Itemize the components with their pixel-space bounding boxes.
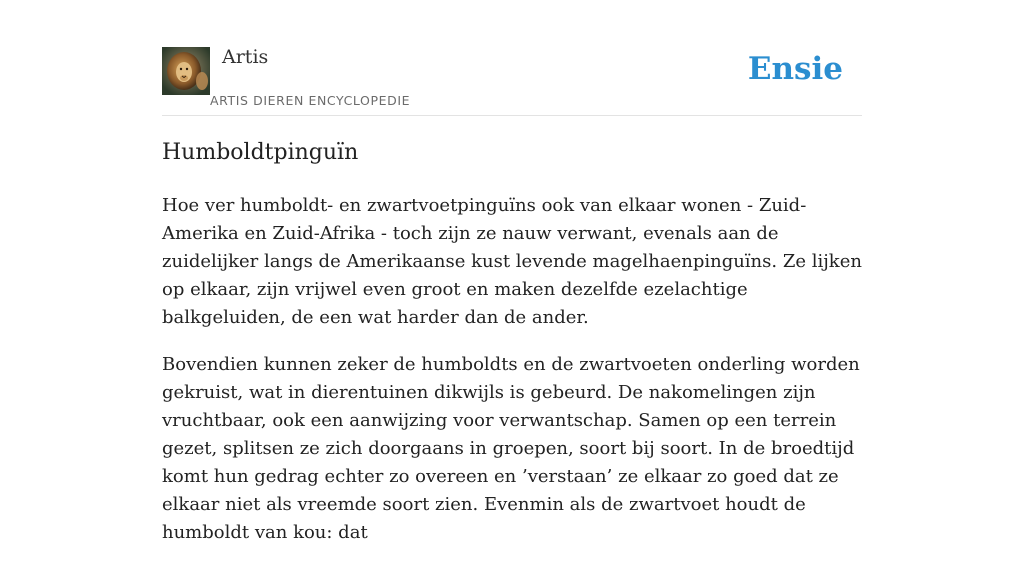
ensie-logo[interactable]: Ensie bbox=[747, 51, 843, 87]
article-title: Humboldtpinguïn bbox=[162, 140, 359, 165]
header bbox=[162, 0, 862, 116]
article-body bbox=[162, 192, 862, 566]
lion-avatar-icon bbox=[162, 47, 210, 95]
page bbox=[162, 0, 862, 543]
article-paragraph: Hoe ver humboldt- en zwartvoetpinguïns ook van elkaar wonen - Zuid-Amerika en Zuid-Afrika - toch zijn ze nauw verwant, evenals aan de zuidelijker langs de Amerikaanse kust levende magelhaenpinguïns. Ze lijken op elkaar, zijn vrijwel even groot en maken dezelfde ezelachtige balkgeluiden, de een wat harder dan de ander. bbox=[162, 195, 862, 328]
article-paragraph: Bovendien kunnen zeker de humboldts en de zwartvoeten onderling worden gekruist, wat in dierentuinen dikwijls is gebeurd. De nakomelingen zijn vruchtbaar, ook een aanwijzing voor verwantschap. Samen op een terrein gezet, splitsen ze zich doorgaans in groepen, soort bij soort. In de broedtijd komt hun gedrag echter zo overeen en ’verstaan’ ze elkaar zo goed dat ze elkaar niet als vreemde soort zien. Evenmin als de zwartvoet houdt de humboldt van kou: dat bbox=[162, 354, 860, 543]
author-avatar[interactable] bbox=[162, 47, 210, 95]
author-name[interactable]: Artis bbox=[222, 46, 269, 68]
collection-label[interactable]: ARTIS DIEREN ENCYCLOPEDIE bbox=[210, 93, 411, 108]
